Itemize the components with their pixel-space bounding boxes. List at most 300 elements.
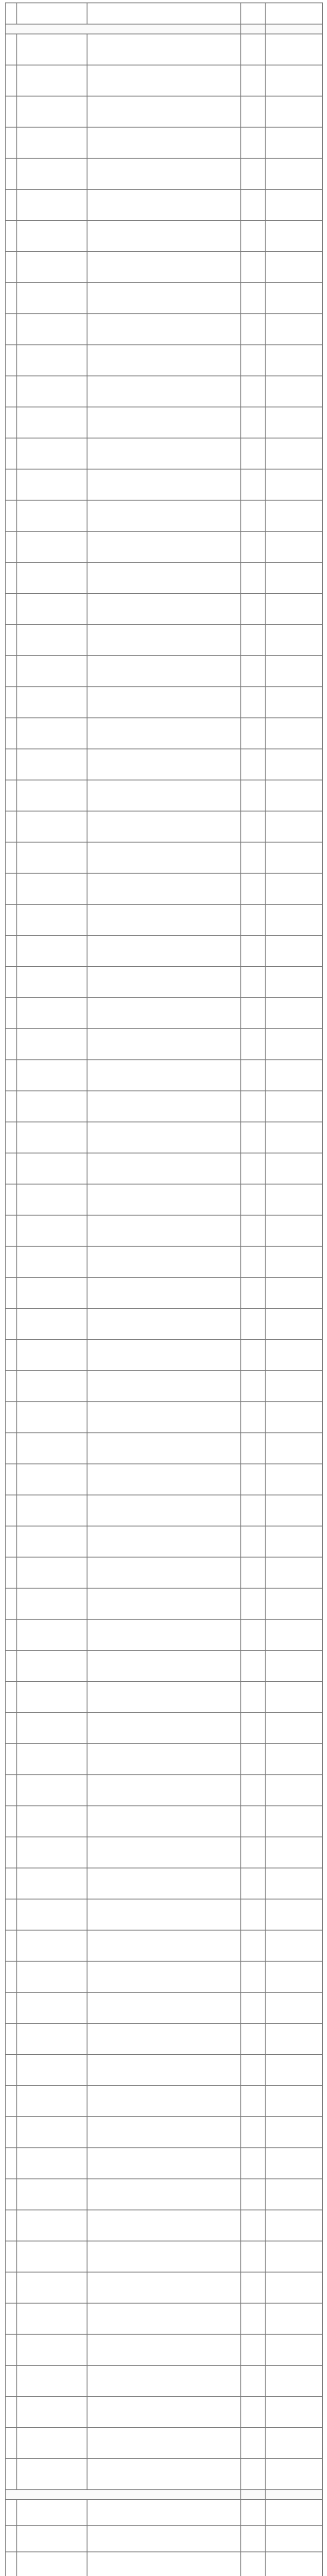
section-note-cell [266, 2490, 323, 2500]
project-note-cell [266, 2117, 323, 2148]
row-index-cell [6, 1185, 17, 1216]
project-note-cell [266, 1433, 323, 1464]
row-index-cell [6, 2055, 17, 2086]
project-description-cell [87, 2552, 241, 2576]
row-index-cell [6, 656, 17, 687]
project-description-cell [87, 2335, 241, 2366]
project-name-cell [17, 1993, 87, 2024]
project-quantity-cell [241, 2179, 266, 2210]
project-description-cell [87, 2366, 241, 2397]
project-quantity-cell [241, 1868, 266, 1899]
project-name-cell [17, 843, 87, 874]
project-note-cell [266, 2273, 323, 2304]
project-description-cell [87, 1340, 241, 1371]
table-row [6, 1651, 323, 1682]
project-description-cell [87, 1558, 241, 1589]
project-name-cell [17, 1122, 87, 1153]
project-name-cell [17, 2526, 87, 2552]
project-note-cell [266, 843, 323, 874]
project-quantity-cell [241, 3, 266, 25]
project-note-cell [266, 874, 323, 905]
row-index-cell [6, 2241, 17, 2273]
project-name-cell [17, 1278, 87, 1309]
project-note-cell [266, 1713, 323, 1744]
table-row [6, 128, 323, 159]
project-description-cell [87, 1713, 241, 1744]
table-row [6, 2273, 323, 2304]
project-quantity-cell [241, 1247, 266, 1278]
project-name-cell [17, 1651, 87, 1682]
project-note-cell [266, 967, 323, 998]
project-description-cell [87, 3, 241, 25]
project-quantity-cell [241, 1185, 266, 1216]
project-quantity-cell [241, 190, 266, 221]
table-row [6, 2117, 323, 2148]
project-description-cell [87, 2273, 241, 2304]
row-index-cell [6, 1868, 17, 1899]
project-description-cell [87, 905, 241, 936]
project-note-cell [266, 2148, 323, 2179]
project-description-cell [87, 1433, 241, 1464]
table-row [6, 811, 323, 843]
row-index-cell [6, 1091, 17, 1122]
row-index-cell [6, 2500, 17, 2526]
project-quantity-cell [241, 407, 266, 438]
project-name-cell [17, 718, 87, 749]
project-name-cell [17, 1402, 87, 1433]
project-name-cell [17, 1806, 87, 1837]
project-quantity-cell [241, 2241, 266, 2273]
project-description-cell [87, 967, 241, 998]
section-note-cell [266, 25, 323, 34]
project-name-cell [17, 1371, 87, 1402]
project-quantity-cell [241, 718, 266, 749]
project-description-cell [87, 1682, 241, 1713]
row-index-cell [6, 2179, 17, 2210]
project-note-cell [266, 1402, 323, 1433]
row-index-cell [6, 687, 17, 718]
row-index-cell [6, 1433, 17, 1464]
project-quantity-cell [241, 252, 266, 283]
project-quantity-cell [241, 283, 266, 314]
project-description-cell [87, 1464, 241, 1495]
project-name-cell [17, 811, 87, 843]
project-description-cell [87, 314, 241, 345]
table-row [6, 438, 323, 470]
project-table [5, 2, 323, 2576]
project-quantity-cell [241, 376, 266, 407]
project-description-cell [87, 1402, 241, 1433]
row-index-cell [6, 1775, 17, 1806]
table-row [6, 1433, 323, 1464]
project-quantity-cell [241, 1682, 266, 1713]
project-name-cell [17, 128, 87, 159]
table-row [6, 97, 323, 128]
project-description-cell [87, 1899, 241, 1931]
table-row [6, 2397, 323, 2428]
row-index-cell [6, 1153, 17, 1185]
project-note-cell [266, 905, 323, 936]
project-quantity-cell [241, 2366, 266, 2397]
project-description-cell [87, 594, 241, 625]
table-row [6, 874, 323, 905]
project-description-cell [87, 2397, 241, 2428]
table-row [6, 2526, 323, 2552]
project-name-cell [17, 687, 87, 718]
project-note-cell [266, 3, 323, 25]
project-quantity-cell [241, 1464, 266, 1495]
project-name-cell [17, 1682, 87, 1713]
project-description-cell [87, 190, 241, 221]
project-note-cell [266, 1091, 323, 1122]
project-name-cell [17, 345, 87, 376]
project-name-cell [17, 65, 87, 97]
table-row [6, 1620, 323, 1651]
project-description-cell [87, 1091, 241, 1122]
project-note-cell [266, 1682, 323, 1713]
table-row [6, 2459, 323, 2490]
project-name-cell [17, 998, 87, 1029]
table-row [6, 625, 323, 656]
project-note-cell [266, 1371, 323, 1402]
project-description-cell [87, 1216, 241, 1247]
project-note-cell [266, 2179, 323, 2210]
table-row [6, 2241, 323, 2273]
project-name-cell [17, 190, 87, 221]
row-index-cell [6, 1620, 17, 1651]
row-index-cell [6, 65, 17, 97]
project-name-cell [17, 1216, 87, 1247]
table-row [6, 1558, 323, 1589]
project-note-cell [266, 2241, 323, 2273]
row-index-cell [6, 2117, 17, 2148]
project-quantity-cell [241, 1651, 266, 1682]
table-row [6, 1713, 323, 1744]
project-name-cell [17, 2335, 87, 2366]
table-row [6, 1526, 323, 1558]
project-quantity-cell [241, 1153, 266, 1185]
row-index-cell [6, 1899, 17, 1931]
project-quantity-cell [241, 1029, 266, 1060]
project-description-cell [87, 998, 241, 1029]
project-note-cell [266, 501, 323, 532]
project-quantity-cell [241, 2526, 266, 2552]
project-quantity-cell [241, 1713, 266, 1744]
project-quantity-cell [241, 1340, 266, 1371]
table-row [6, 1589, 323, 1620]
project-quantity-cell [241, 594, 266, 625]
project-note-cell [266, 1931, 323, 1962]
project-quantity-cell [241, 1122, 266, 1153]
row-index-cell [6, 2526, 17, 2552]
project-quantity-cell [241, 780, 266, 811]
table-row [6, 1185, 323, 1216]
table-row [6, 1464, 323, 1495]
project-name-cell [17, 1185, 87, 1216]
row-index-cell [6, 780, 17, 811]
project-name-cell [17, 1029, 87, 1060]
row-index-cell [6, 128, 17, 159]
row-index-cell [6, 470, 17, 501]
project-note-cell [266, 438, 323, 470]
project-note-cell [266, 1837, 323, 1868]
row-index-cell [6, 1993, 17, 2024]
table-row [6, 2366, 323, 2397]
project-description-cell [87, 2210, 241, 2241]
project-name-cell [17, 1931, 87, 1962]
project-note-cell [266, 2335, 323, 2366]
project-description-cell [87, 718, 241, 749]
table-row [6, 1868, 323, 1899]
row-index-cell [6, 1247, 17, 1278]
project-note-cell [266, 1029, 323, 1060]
project-table-body [6, 3, 323, 2576]
project-name-cell [17, 780, 87, 811]
project-name-cell [17, 2397, 87, 2428]
project-description-cell [87, 470, 241, 501]
project-name-cell [17, 1775, 87, 1806]
project-description-cell [87, 1744, 241, 1775]
project-name-cell [17, 1340, 87, 1371]
table-row [6, 1931, 323, 1962]
row-index-cell [6, 1309, 17, 1340]
row-index-cell [6, 749, 17, 780]
table-row [6, 221, 323, 252]
table-row [6, 905, 323, 936]
row-index-cell [6, 2148, 17, 2179]
project-quantity-cell [241, 2304, 266, 2335]
project-description-cell [87, 1153, 241, 1185]
table-row [6, 1153, 323, 1185]
project-description-cell [87, 1122, 241, 1153]
project-description-cell [87, 2428, 241, 2459]
project-note-cell [266, 252, 323, 283]
project-description-cell [87, 1620, 241, 1651]
table-row [6, 2179, 323, 2210]
row-index-cell [6, 438, 17, 470]
project-name-cell [17, 2500, 87, 2526]
project-quantity-cell [241, 1837, 266, 1868]
project-note-cell [266, 1309, 323, 1340]
row-index-cell [6, 1122, 17, 1153]
project-quantity-cell [241, 65, 266, 97]
project-name-cell [17, 252, 87, 283]
project-note-cell [266, 407, 323, 438]
table-row [6, 376, 323, 407]
table-row [6, 159, 323, 190]
project-name-cell [17, 2055, 87, 2086]
row-index-cell [6, 2304, 17, 2335]
project-quantity-cell [241, 97, 266, 128]
row-index-cell [6, 1713, 17, 1744]
table-row [6, 252, 323, 283]
project-name-cell [17, 2304, 87, 2335]
project-quantity-cell [241, 687, 266, 718]
row-index-cell [6, 2552, 17, 2576]
project-quantity-cell [241, 625, 266, 656]
row-index-cell [6, 1962, 17, 1993]
project-name-cell [17, 1868, 87, 1899]
project-note-cell [266, 2526, 323, 2552]
project-quantity-cell [241, 34, 266, 65]
project-description-cell [87, 843, 241, 874]
table-row [6, 1247, 323, 1278]
project-description-cell [87, 2241, 241, 2273]
row-index-cell [6, 2024, 17, 2055]
project-quantity-cell [241, 656, 266, 687]
project-note-cell [266, 283, 323, 314]
row-index-cell [6, 718, 17, 749]
project-description-cell [87, 1931, 241, 1962]
project-description-cell [87, 1962, 241, 1993]
project-description-cell [87, 936, 241, 967]
row-index-cell [6, 1371, 17, 1402]
project-quantity-cell [241, 1060, 266, 1091]
project-note-cell [266, 1899, 323, 1931]
project-note-cell [266, 1744, 323, 1775]
project-quantity-cell [241, 1993, 266, 2024]
project-quantity-cell [241, 2397, 266, 2428]
row-index-cell [6, 594, 17, 625]
row-index-cell [6, 1682, 17, 1713]
project-description-cell [87, 221, 241, 252]
project-name-cell [17, 97, 87, 128]
row-index-cell [6, 1216, 17, 1247]
project-description-cell [87, 1589, 241, 1620]
project-description-cell [87, 2148, 241, 2179]
table-row [6, 1806, 323, 1837]
project-quantity-cell [241, 2055, 266, 2086]
project-name-cell [17, 1558, 87, 1589]
project-note-cell [266, 2086, 323, 2117]
project-name-cell [17, 1495, 87, 1526]
row-index-cell [6, 407, 17, 438]
section-total [241, 25, 266, 34]
project-note-cell [266, 2210, 323, 2241]
project-description-cell [87, 1526, 241, 1558]
project-quantity-cell [241, 1309, 266, 1340]
table-row [6, 1899, 323, 1931]
project-note-cell [266, 65, 323, 97]
project-description-cell [87, 2117, 241, 2148]
table-row [6, 1309, 323, 1340]
project-name-cell [17, 2210, 87, 2241]
project-name-cell [17, 2241, 87, 2273]
project-name-cell [17, 936, 87, 967]
project-name-cell [17, 905, 87, 936]
project-description-cell [87, 252, 241, 283]
project-note-cell [266, 1495, 323, 1526]
project-quantity-cell [241, 314, 266, 345]
project-name-cell [17, 594, 87, 625]
project-note-cell [266, 1868, 323, 1899]
project-note-cell [266, 1589, 323, 1620]
project-name-cell [17, 1837, 87, 1868]
row-index-cell [6, 1558, 17, 1589]
project-quantity-cell [241, 1402, 266, 1433]
project-note-cell [266, 1216, 323, 1247]
project-name-cell [17, 34, 87, 65]
table-row [6, 2552, 323, 2576]
project-note-cell [266, 376, 323, 407]
row-index-cell [6, 2366, 17, 2397]
table-row [6, 1060, 323, 1091]
project-quantity-cell [241, 1589, 266, 1620]
section-header-row [6, 25, 323, 34]
table-row [6, 1993, 323, 2024]
project-name-cell [17, 967, 87, 998]
row-index-cell [6, 967, 17, 998]
project-quantity-cell [241, 1091, 266, 1122]
project-note-cell [266, 34, 323, 65]
project-quantity-cell [241, 2335, 266, 2366]
project-description-cell [87, 2500, 241, 2526]
project-note-cell [266, 1185, 323, 1216]
table-row [6, 2086, 323, 2117]
table-row [6, 34, 323, 65]
table-row [6, 1775, 323, 1806]
project-note-cell [266, 625, 323, 656]
row-index-cell [6, 811, 17, 843]
project-description-cell [87, 656, 241, 687]
project-description-cell [87, 2179, 241, 2210]
table-row [6, 407, 323, 438]
project-name-cell [17, 1962, 87, 1993]
table-row [6, 2024, 323, 2055]
project-note-cell [266, 1122, 323, 1153]
project-description-cell [87, 2526, 241, 2552]
project-note-cell [266, 687, 323, 718]
project-name-cell [17, 625, 87, 656]
row-index-cell [6, 1589, 17, 1620]
table-row [6, 2428, 323, 2459]
project-name-cell [17, 749, 87, 780]
project-name-cell [17, 470, 87, 501]
project-description-cell [87, 128, 241, 159]
project-name-cell [17, 2552, 87, 2576]
project-name-cell [17, 3, 87, 25]
project-quantity-cell [241, 2117, 266, 2148]
table-row [6, 1216, 323, 1247]
project-note-cell [266, 1153, 323, 1185]
project-description-cell [87, 65, 241, 97]
project-description-cell [87, 501, 241, 532]
project-description-cell [87, 687, 241, 718]
project-note-cell [266, 190, 323, 221]
table-row [6, 2304, 323, 2335]
project-name-cell [17, 1620, 87, 1651]
row-index-cell [6, 1806, 17, 1837]
project-name-cell [17, 532, 87, 563]
project-note-cell [266, 1962, 323, 1993]
row-index-cell [6, 221, 17, 252]
project-quantity-cell [241, 2148, 266, 2179]
project-note-cell [266, 1620, 323, 1651]
project-note-cell [266, 656, 323, 687]
row-index-cell [6, 97, 17, 128]
project-note-cell [266, 532, 323, 563]
section-header-row [6, 2490, 323, 2500]
project-quantity-cell [241, 1216, 266, 1247]
row-index-cell [6, 1651, 17, 1682]
project-note-cell [266, 159, 323, 190]
project-description-cell [87, 780, 241, 811]
project-description-cell [87, 1993, 241, 2024]
table-row [6, 780, 323, 811]
project-quantity-cell [241, 2459, 266, 2490]
project-note-cell [266, 221, 323, 252]
project-quantity-cell [241, 438, 266, 470]
